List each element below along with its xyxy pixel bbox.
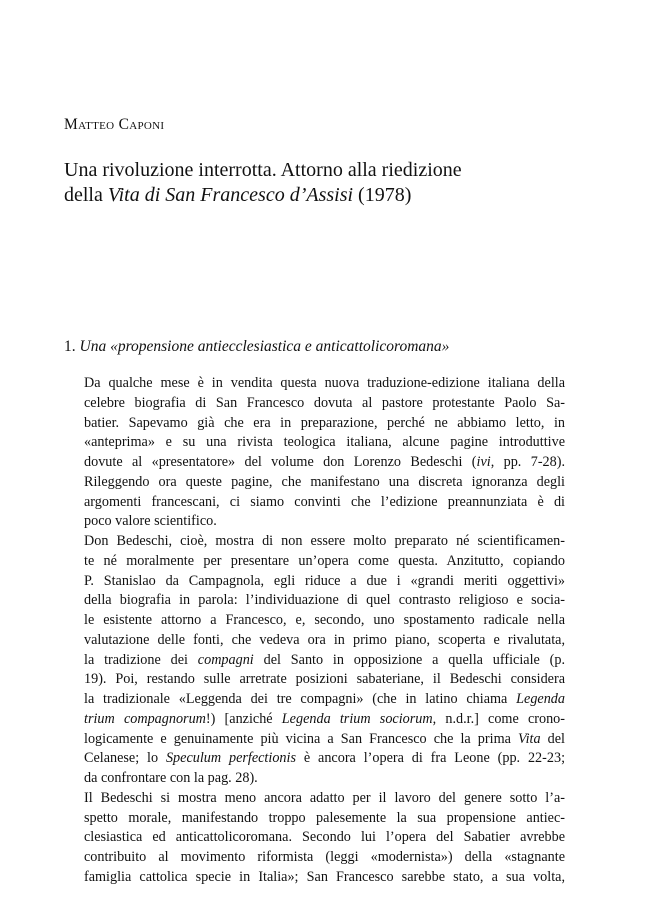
body-line [84,651,565,671]
body-text-segment: le esistente attorno a Francesco, e, secondo, uno spostamento radicale nella [84,612,565,628]
body-text-segment: clesiastica ed anticattolicoromana. Secondo lui l’opera del Sabatier avrebbe [84,829,565,846]
body-text-segment: «anteprima» e su una rivista teologica italiana, alcune pagine introduttive [84,434,565,451]
body-line [84,512,565,532]
italic-text: ivi [476,454,491,470]
body-text-segment: logicamente e genuinamente più vicina a San Francesco che la prima [84,730,518,747]
body-line [84,611,565,631]
body-line [84,572,565,592]
title-line-2-post: (1978) [353,184,412,206]
body-line [84,769,565,789]
body-text-segment: poco valore scientifico. [84,513,217,530]
body-text-segment: batier. Sapevamo già che era in preparazione, perché ne abbiamo letto, in [84,414,565,431]
body-text-segment: Don Bedeschi, cioè, mostra di non essere molto preparato né scientificamen- [84,533,565,549]
italic-text: Vita [517,730,541,747]
body-line [84,670,565,690]
title-line-2-italic: Vita di San Francesco d’Assisi [107,184,354,206]
body-line [84,631,565,651]
italic-text: compagni [197,651,254,668]
body-text-segment: dovute al «presentatore» del volume don Lorenzo Bedeschi ( [84,454,477,470]
body-text-segment: !) [anziché [205,710,282,727]
author-name: Matteo Caponi [64,116,165,133]
section-heading [64,338,449,356]
body-line [84,848,565,868]
body-text-segment: Rileggendo ora queste pagine, che manifestano una discreta ignoranza degli [84,473,565,490]
article-title [64,158,604,208]
body-text-segment: la tradizione dei [84,651,198,668]
body-line [84,552,565,572]
body-line [84,493,565,513]
body-text-segment: Il Bedeschi si mostra meno ancora adatto per il lavoro del genere sotto l’a- [84,789,565,806]
body-line [84,809,565,829]
body-text-segment: della biografia in parola: l’individuazione di quel contrasto religioso e socia- [84,592,565,609]
body-line [84,473,565,493]
body-text-segment: da confrontare con la pag. 28). [84,770,258,786]
body-line [84,532,565,552]
body-line [84,433,565,453]
body-text-segment: spetto morale, manifestando troppo palesemente la sua propensione antiec- [84,809,565,826]
body-text-segment: , pp. 7-28). [490,454,566,470]
body-line [84,868,565,888]
body-text-segment: P. Stanislao da Campagnola, egli riduce a due i «grandi meriti oggettivi» [84,572,565,589]
body-text-segment: contribuito al movimento riformista (leggi «modernista») della «stagnante [84,849,565,865]
body-line [84,690,565,710]
body-text-segment: la tradizionale «Leggenda dei tre compagni» (che in latino chiama [84,691,517,707]
body-text-segment: te né moralmente per presentare un’opera come questa. Anzitutto, copiando [84,552,565,569]
italic-text: Legenda [516,691,565,707]
italic-text: Speculum perfectionis [165,750,296,767]
body-line [84,374,565,394]
body-text-segment: Celanese; lo [84,750,166,767]
title-line-1: Una rivoluzione interrotta. Attorno alla riedizione [64,159,462,181]
section-title: Una «propensione antiecclesiastica e anticattolicoromana» [79,338,450,355]
body-line [84,414,565,434]
body-line [84,453,565,473]
section-number: 1. [64,338,80,355]
body-text [84,374,565,888]
body-line [84,789,565,809]
body-text-segment: 19). Poi, restando sulle arretrate posizioni sabateriane, il Bedeschi considera [84,671,565,688]
body-line [84,710,565,730]
body-line [84,730,565,750]
body-text-segment: celebre biografia di San Francesco dovuta al pastore protestante Paolo Sa- [84,394,565,411]
body-text-segment: è ancora l’opera di fra Leone (pp. 22-23; [295,750,566,767]
title-line-2-pre: della [64,184,108,206]
body-text-segment: argomenti francescani, ci siamo convinti che l’edizione preannunziata è di [84,493,565,510]
body-line [84,828,565,848]
body-text-segment: , n.d.r.] come crono- [432,710,565,727]
body-line [84,749,565,769]
body-text-segment: valutazione delle fonti, che vedeva ora in primo piano, scoperta e rivalutata, [84,631,565,648]
body-text-segment: del Santo in opposizione a quella ufficiale (p. [253,651,566,668]
body-text-segment: del [540,730,565,747]
body-line [84,394,565,414]
italic-text: Legenda trium sociorum [281,710,433,727]
body-text-segment: Da qualche mese è in vendita questa nuova traduzione-edizione italiana della [84,375,565,391]
body-line [84,591,565,611]
italic-text: trium compagnorum [84,710,206,727]
body-text-segment: famiglia cattolica specie in Italia»; San Francesco sarebbe stato, a sua volta, [84,868,565,885]
